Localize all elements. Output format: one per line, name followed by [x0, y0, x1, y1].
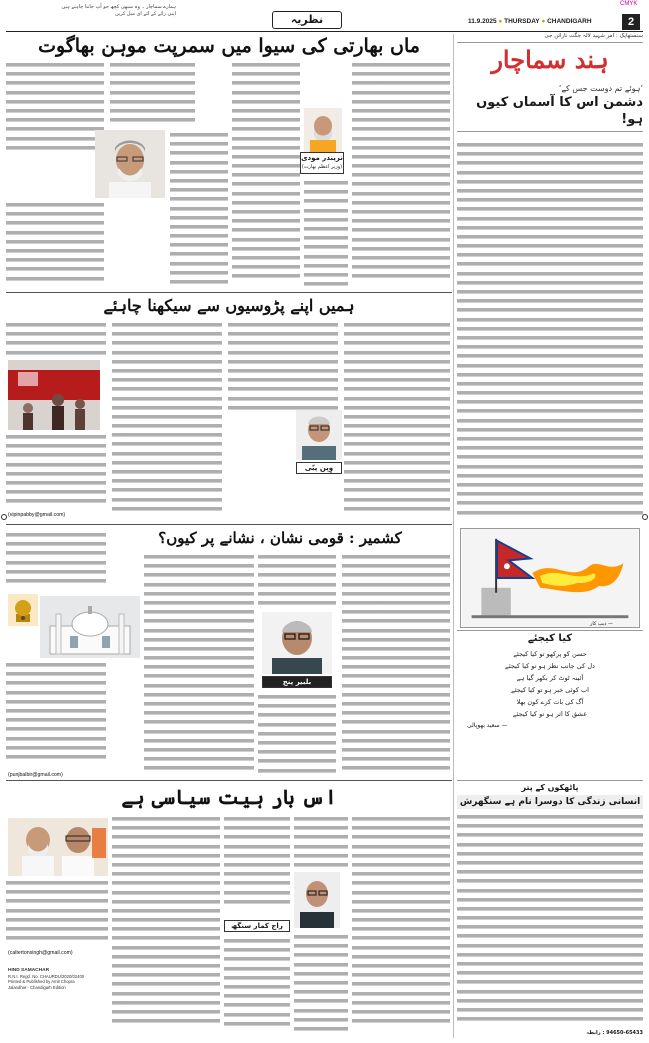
article4-headline: اس بار ہیت سیاسی ہے	[121, 785, 337, 809]
article4-col-d	[294, 814, 348, 870]
section-label: نظریہ	[272, 11, 342, 29]
portrait-icon	[262, 612, 332, 674]
city: CHANDIGARH	[547, 18, 592, 25]
imprint-line: Jalandhar - Chandigarh Edition	[8, 984, 66, 990]
article3-col-b	[144, 552, 254, 777]
emblem-icon	[8, 594, 38, 626]
poem-line: حسن کو پرکھو تو کیا کیجئے	[513, 650, 587, 658]
article4-email: (caltertonsingh@gmail.com)	[8, 950, 73, 956]
readers-headline: انسانی زندگی کا دوسرا نام ہے سنگھرش	[457, 795, 643, 809]
article1-col-a2	[6, 200, 104, 290]
article1-col-e	[352, 60, 450, 290]
article2-col-d	[344, 320, 450, 520]
article4-col-e	[352, 814, 450, 1034]
poem-title: کیا کیجئے	[527, 633, 573, 644]
byline-name: وِپن پبّی	[304, 464, 334, 472]
registration-mark	[1, 514, 7, 520]
article3-col-d	[342, 552, 450, 777]
leaders-photo-icon	[8, 818, 108, 876]
byline-name: بلبیر پنج	[282, 678, 312, 686]
rule-a1	[6, 292, 452, 293]
left-masthead-line2: اپنی رائے کے لئے ای میل کریں	[114, 11, 176, 17]
article3-col-c2	[258, 692, 336, 777]
article3-col-a	[6, 530, 106, 592]
byline-role: (وزیر اعظم بھارت)	[301, 164, 343, 170]
national-emblem	[8, 594, 38, 626]
article4-col-a	[6, 878, 108, 946]
registration-mark	[642, 514, 648, 520]
article2-headline: ہمیں اپنے پڑوسیوں سے سیکھنا چاہئے	[103, 296, 355, 315]
portrait-icon	[296, 410, 342, 460]
footer-contact: 94650-65433 : رابطہ	[586, 1030, 643, 1036]
poem-line: عشق کا اثر ہو تو کیا کیجئے	[512, 710, 588, 718]
article1-headline: ماں بھارتی کی سیوا میں سمرپت موہن بھاگوت	[38, 35, 420, 57]
dot-separator: ●	[541, 18, 546, 25]
portrait-icon	[304, 108, 342, 152]
article4-photo-leaders	[8, 818, 108, 876]
left-masthead-line1: ہمارے سماچار ۔ وہ سبھی کچھ جو آپ جاننا چاہتے ہیں	[61, 4, 176, 10]
column-rule-right	[453, 34, 454, 1038]
article2-col-a2	[6, 432, 106, 510]
poem-line: آئینہ ٹوٹ کر بکھر گیا ہے	[516, 674, 584, 682]
article3-photo-author	[262, 612, 332, 674]
article2-byline	[296, 462, 342, 474]
article4-col-d2	[294, 932, 348, 1034]
article2-photo-protest	[8, 360, 100, 430]
byline-name: نریندر مودی	[301, 154, 343, 162]
imprint	[8, 968, 108, 990]
dateline	[468, 18, 592, 25]
dot-separator: ●	[498, 18, 503, 25]
article3-photo-shrine	[40, 596, 140, 658]
cartoon-flag-fire-icon	[461, 529, 639, 627]
imprint-line: R.N.I. Regd. No. CHAURDU/2020/02400	[8, 973, 85, 979]
byline-name: راج کمار سنگھ	[231, 922, 283, 930]
rule-a3	[6, 780, 452, 781]
article3-col-a2	[6, 660, 106, 770]
article1-col-c	[232, 60, 300, 290]
founders-line: سنستھاپک : امر شہید لالہ جگت نارائن جی	[457, 32, 643, 43]
portrait-icon	[294, 872, 340, 928]
poem-author: — سعید بھوپالی	[467, 722, 508, 729]
masthead-column	[457, 32, 643, 132]
article1-byline	[300, 152, 344, 174]
readers-section-title: پاٹھکوں کے پتر	[457, 780, 643, 792]
article3-email: (punjbalbir@gmail.com)	[8, 772, 63, 778]
article1-col-d	[304, 178, 348, 290]
article4-col-b	[112, 814, 220, 1034]
article2-email: (vipinpabby@gmail.com)	[8, 512, 66, 518]
date: 11.9.2025	[468, 18, 497, 25]
poem-lines	[457, 648, 643, 720]
poem-line: دل کی جانب نظر ہو تو کیا کیجئے	[505, 662, 595, 670]
article1-photo-bhagwat	[95, 130, 165, 198]
poem-line: اب کوئی خبر ہو تو کیا کیجئے	[511, 686, 589, 694]
editorial-body	[457, 140, 643, 522]
article2-col-a	[6, 320, 106, 360]
newspaper-logo: ہند سماچار	[491, 45, 609, 74]
cartoon	[460, 528, 640, 628]
article3-byline	[262, 676, 332, 688]
article2-col-b	[112, 320, 222, 520]
editorial-title: دشمن اس کا آسماں کیوں ہو!	[457, 94, 643, 132]
article4-photo-author	[294, 872, 340, 928]
rule-a2	[6, 524, 452, 525]
article1-photo-modi	[304, 108, 342, 152]
article4-col-c2	[224, 936, 290, 1034]
weekday: THURSDAY	[504, 18, 540, 25]
page-number: 2	[622, 14, 640, 30]
cartoon-credit: — دیپ کار	[590, 621, 614, 627]
cmyk-mark: CMYK	[620, 1, 638, 7]
article2-photo-author	[296, 410, 342, 460]
article1-col-b	[110, 60, 195, 130]
article3-col-c	[258, 552, 336, 610]
left-masthead	[6, 4, 176, 18]
imprint-line: Printed & Published by Amit Chopra	[8, 979, 75, 985]
imprint-title: HIND SAMACHAR	[8, 968, 50, 973]
article4-byline	[224, 920, 290, 932]
editorial-kicker: ’ہوئے تم دوست جس کے‘	[558, 84, 643, 93]
article3-headline: کشمیر : قومی نشان ، نشانے پر کیوں؟	[158, 529, 402, 547]
protest-photo-icon	[8, 360, 100, 430]
poem-line: آگ کی بات کرے کون بھلا	[516, 698, 584, 706]
poem-box	[457, 630, 643, 775]
article4-col-c	[224, 814, 290, 914]
readers-body	[457, 812, 643, 1027]
portrait-icon	[95, 130, 165, 198]
shrine-photo-icon	[40, 596, 140, 658]
article1-col-b2	[170, 130, 228, 290]
